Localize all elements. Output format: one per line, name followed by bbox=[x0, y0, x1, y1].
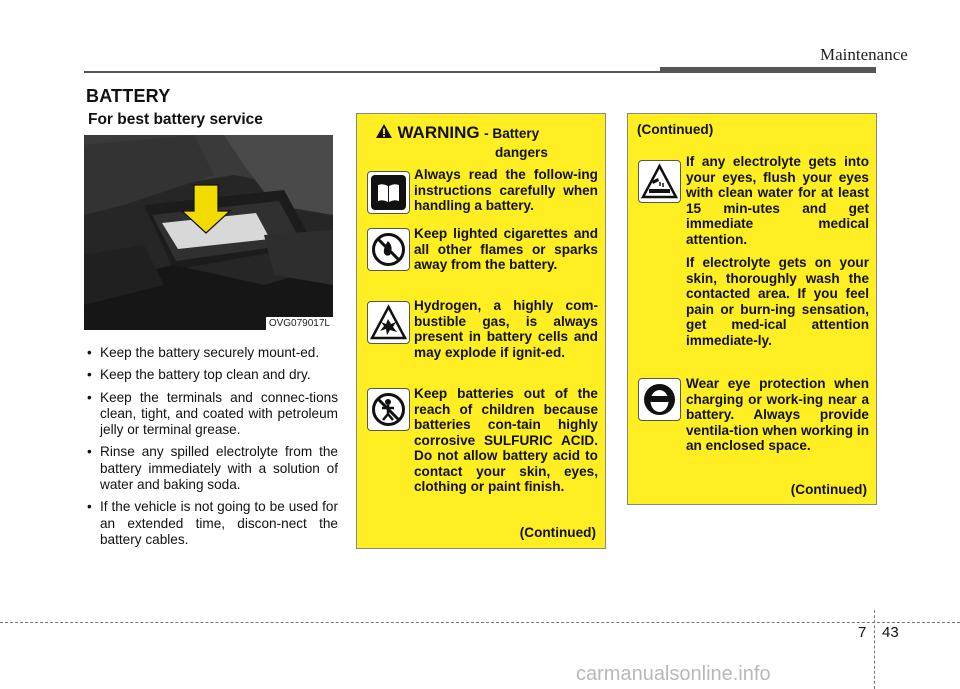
list-item: • Keep the battery securely mount-ed. bbox=[84, 345, 338, 361]
footer-rule bbox=[0, 622, 960, 623]
warning-text-keep-from-children: Keep batteries out of the reach of children because batteries con-tain highly corrosive SULFURIC ACID. Do not allow battery acid to contact your skin, eyes, clothing or paint finish. bbox=[414, 386, 598, 494]
keep-children-away-icon bbox=[367, 388, 410, 431]
manual-icon bbox=[367, 171, 410, 214]
warning-text-skin-contact: If electrolyte gets on your skin, thoroughly wash the contacted area. If you feel pain or burn-ing sensation, get med-ical attention immediate-ly. bbox=[686, 255, 869, 348]
battery-photo bbox=[84, 135, 333, 330]
page-title: BATTERY bbox=[86, 86, 171, 106]
warning-box-continued bbox=[627, 113, 877, 505]
watermark: carmanualsonline.info bbox=[576, 663, 771, 685]
continued-label: (Continued) bbox=[790, 482, 867, 497]
warning-text-hydrogen: Hydrogen, a highly com-bustible gas, is always present in battery cells and may explode if ignit-ed. bbox=[414, 298, 598, 360]
no-flame-icon bbox=[367, 228, 410, 271]
warning-text-eye-contact: If any electrolyte gets into your eyes, flush your eyes with clean water for at least 15 min-utes and get immediate medical attention. bbox=[686, 154, 869, 247]
warning-subject-line-2: dangers bbox=[495, 145, 548, 160]
explosion-icon bbox=[367, 301, 410, 344]
list-item: • Keep the battery top clean and dry. bbox=[84, 367, 338, 383]
warning-text-eye-protection: Wear eye protection when charging or work-ing near a battery. Always provide ventila-tion when working in an enclosed space. bbox=[686, 376, 869, 453]
chapter-number: 7 bbox=[858, 624, 867, 641]
continued-label-top: (Continued) bbox=[637, 122, 714, 137]
continued-label: (Continued) bbox=[519, 525, 596, 540]
page-number: 43 bbox=[882, 624, 899, 641]
warning-box-battery-dangers bbox=[356, 113, 606, 549]
warning-subject-line-1: - Battery bbox=[484, 126, 540, 141]
footer-separator bbox=[874, 610, 875, 689]
list-item: • Keep the terminals and connec-tions clean, tight, and coated with petroleum jelly or terminal grease. bbox=[84, 390, 338, 439]
warning-label: WARNING bbox=[397, 123, 480, 142]
eye-protection-icon bbox=[638, 378, 681, 421]
warning-text-read-instructions: Always read the follow-ing instructions carefully when handling a battery. bbox=[414, 167, 598, 213]
corrosive-icon bbox=[638, 160, 681, 203]
battery-tips-list bbox=[84, 345, 338, 554]
page-subtitle: For best battery service bbox=[88, 111, 263, 128]
list-item: • Rinse any spilled electrolyte from the battery immediately with a solution of water and baking soda. bbox=[84, 444, 338, 493]
warning-triangle-icon bbox=[375, 123, 393, 139]
header-rule-accent bbox=[660, 67, 876, 73]
section-header: Maintenance bbox=[820, 45, 908, 64]
warning-heading bbox=[375, 123, 539, 143]
photo-caption: OVG079017L bbox=[266, 317, 333, 330]
warning-text-no-flames: Keep lighted cigarettes and all other flames or sparks away from the battery. bbox=[414, 226, 598, 272]
list-item: • If the vehicle is not going to be used for an extended time, discon-nect the battery cables. bbox=[84, 499, 338, 548]
engine-bay-illustration bbox=[84, 135, 333, 330]
